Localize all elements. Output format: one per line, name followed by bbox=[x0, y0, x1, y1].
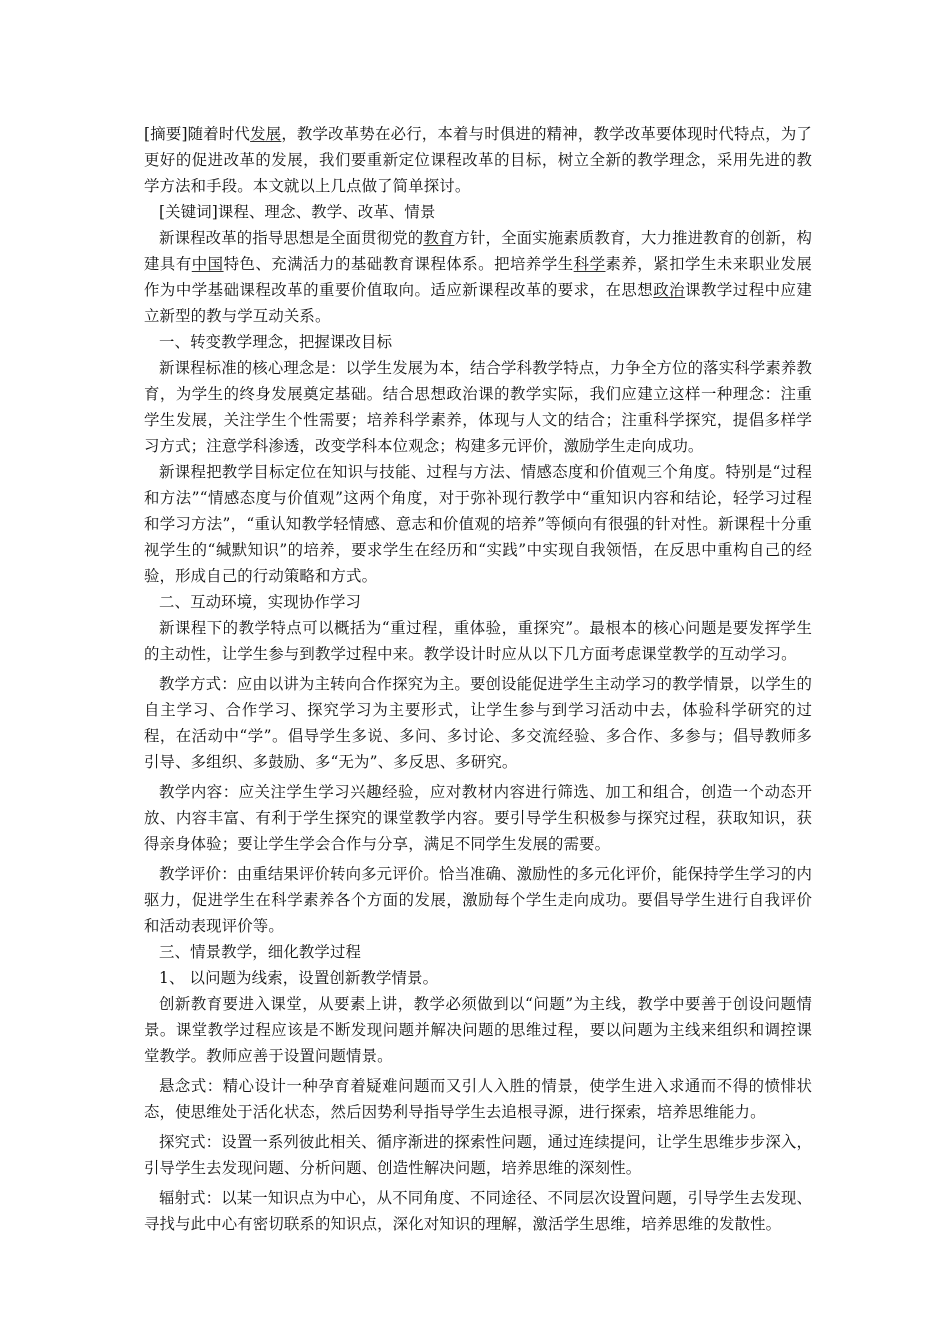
section1-paragraph-2: 新课程把教学目标定位在知识与技能、过程与方法、情感态度和价值观三个角度。特别是“过程和方法”“情感态度与价值观”这两个角度，对于弥补现行教学中“重知识内容和结论，轻学习过程和学习方法”，“重认知教学轻情感、意志和价值观的培养”等倾向有很强的针对性。新课程十分重视学生的“缄默知识”的培养，要求学生在经历和“实践”中实现自我领悟，在反思中重构自己的经验，形成自己的行动策略和方式。 bbox=[144, 463, 812, 585]
abstract-text-1: [摘要]随着时代 bbox=[144, 125, 251, 143]
section3-paragraph-4: 辐射式：以某一知识点为中心，从不同角度、不同途径、不同层次设置问题，引导学生去发现、寻找与此中心有密切联系的知识点，深化对知识的理解，激活学生思维，培养思维的发散性。 bbox=[144, 1189, 812, 1233]
section1-heading: 一、转变教学理念，把握课改目标 bbox=[159, 333, 393, 351]
abstract-text-2: ，教学改革势在必行，本着与时俱进的精神，教学改革要体现时代特点，为了更好的促进改革的发展，我们要重新定位课程改革的目标，树立全新的教学理念，采用先进的教学方法和手段。本文就以上几点做了简单探讨。 bbox=[144, 125, 812, 195]
link-jiaoyu[interactable]: 教育 bbox=[423, 229, 455, 247]
section1-paragraph-1: 新课程标准的核心理念是：以学生发展为本，结合学科教学特点，力争全方位的落实科学素养教育，为学生的终身发展奠定基础。结合思想政治课的教学实际，我们应建立这样一种理念：注重学生发展，关注学生个性需要；培养科学素养，体现与人文的结合；注重科学探究，提倡多样学习方式；注意学科渗透，改变学科本位观念；构建多元评价，激励学生走向成功。 bbox=[144, 359, 812, 455]
link-zhengzhi[interactable]: 政治 bbox=[653, 281, 686, 299]
intro-text-2: 方针，全面实施素质教育，大力推进教育的创新，构建具有 bbox=[144, 229, 812, 273]
section3-paragraph-3: 探究式：设置一系列彼此相关、循序渐进的探索性问题，通过连续提问，让学生思维步步深入，引导学生去发现问题、分析问题、创造性解决问题，培养思维的深刻性。 bbox=[144, 1133, 812, 1177]
intro-text-3: 特色、充满活力的基础教育课程体系。把培养学生 bbox=[223, 255, 574, 273]
section3-paragraph-2: 悬念式：精心设计一种孕育着疑难问题而又引人入胜的情景，使学生进入求通而不得的愤悱状态，使思维处于活化状态，然后因势利导指导学生去追根寻源，进行探索，培养思维能力。 bbox=[144, 1077, 812, 1121]
section2-paragraph-1: 新课程下的教学特点可以概括为“重过程，重体验，重探究”。最根本的核心问题是要发挥学生的主动性，让学生参与到教学过程中来。教学设计时应从以下几方面考虑课堂教学的互动学习。 bbox=[144, 619, 812, 663]
section2-paragraph-2: 教学方式：应由以讲为主转向合作探究为主。要创设能促进学生主动学习的教学情景，以学生的自主学习、合作学习、探究学习为主要形式，让学生参与到学习活动中去，体验科学研究的过程，在活动中“学”。倡导学生多说、多问、多讨论、多交流经验、多合作、多参与；倡导教师多引导、多组织、多鼓励、多“无为”、多反思、多研究。 bbox=[144, 675, 812, 771]
section3-subheading-1: 1、 以问题为线索，设置创新教学情景。 bbox=[159, 969, 439, 987]
section3-paragraph-1: 创新教育要进入课堂，从要素上讲，教学必须做到以“问题”为主线，教学中要善于创设问题情景。课堂教学过程应该是不断发现问题并解决问题的思维过程，要以问题为主线来组织和调控课堂教学。教师应善于设置问题情景。 bbox=[144, 995, 812, 1065]
intro-text-4: 素养，紧扣学生未来职业发展作为中学基础课程改革的重要价值取向。适应新课程改革的要求，在思想 bbox=[144, 255, 812, 299]
link-kexue[interactable]: 科学 bbox=[573, 255, 606, 273]
section2-paragraph-3: 教学内容：应关注学生学习兴趣经验，应对教材内容进行筛选、加工和组合，创造一个动态开放、内容丰富、有利于学生探究的课堂教学内容。要引导学生积极参与探究过程，获取知识，获得亲身体验；要让学生学会合作与分享，满足不同学生发展的需要。 bbox=[144, 783, 812, 853]
link-fazhan[interactable]: 发展 bbox=[250, 125, 282, 143]
keywords-line: [关键词]课程、理念、教学、改革、情景 bbox=[159, 203, 436, 221]
section2-heading: 二、互动环境，实现协作学习 bbox=[159, 593, 362, 611]
intro-text-5: 课教学过程中应建立新型的教与学互动关系。 bbox=[144, 281, 812, 325]
intro-text-1: 新课程改革的指导思想是全面贯彻党的 bbox=[159, 229, 424, 247]
section3-heading: 三、情景教学，细化教学过程 bbox=[159, 943, 362, 961]
link-zhongguo[interactable]: 中国 bbox=[191, 255, 224, 273]
document-body bbox=[144, 121, 812, 1237]
intro-paragraph bbox=[144, 225, 812, 329]
abstract-paragraph bbox=[144, 121, 812, 199]
section2-paragraph-4: 教学评价：由重结果评价转向多元评价。恰当准确、激励性的多元化评价，能保持学生学习的内驱力，促进学生在科学素养各个方面的发展，激励每个学生走向成功。要倡导学生进行自我评价和活动表现评价等。 bbox=[144, 865, 812, 935]
